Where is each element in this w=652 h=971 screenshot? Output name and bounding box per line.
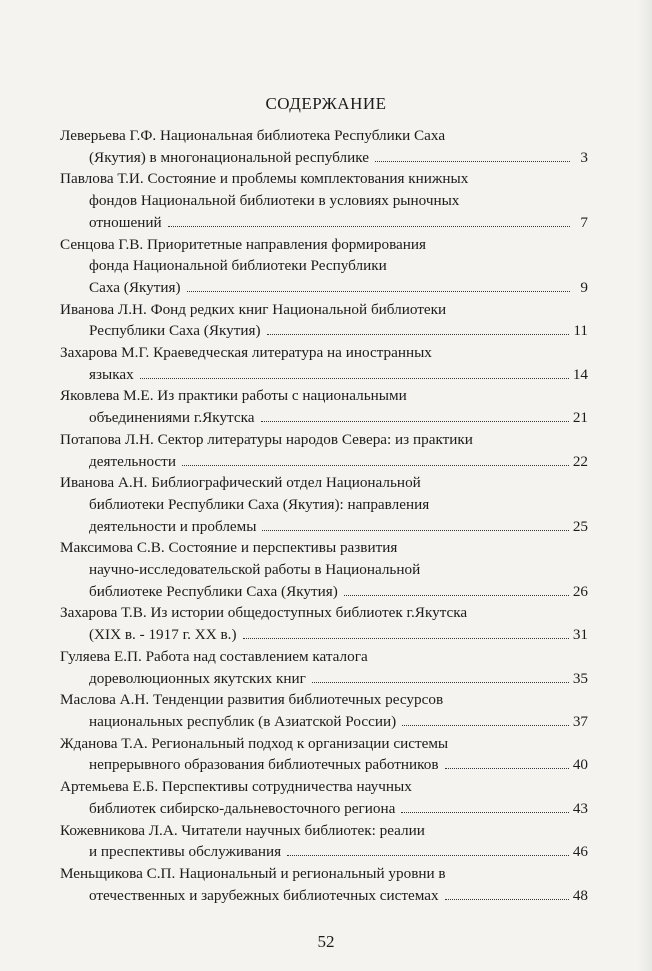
dot-leader (401, 812, 568, 813)
toc-entry-text: деятельности (89, 452, 176, 470)
toc-entry (60, 429, 588, 472)
page-title: СОДЕРЖАНИЕ (265, 94, 387, 113)
toc-entry-line (60, 537, 588, 559)
toc-entry-text: языках (89, 365, 134, 383)
toc-entry-page: 46 (572, 843, 588, 861)
toc-entry-page: 14 (572, 365, 588, 383)
toc-entry-line (60, 494, 588, 516)
toc-entry-text: (XIX в. - 1917 г. XX в.) (89, 626, 237, 644)
toc-entry-page: 26 (572, 582, 588, 600)
dot-leader (187, 291, 570, 292)
toc-entry-text: (Якутия) в многонациональной республике (89, 148, 369, 166)
toc-entry-page: 7 (580, 213, 588, 231)
toc-entry-text: фондов Национальной библиотеки в условиях рыночных (89, 192, 460, 210)
toc-entry-last-line (60, 711, 588, 733)
toc-entry-line (60, 234, 588, 256)
toc-entry (60, 299, 588, 342)
toc-entry (60, 342, 588, 385)
toc-entry-page: 31 (572, 626, 588, 644)
toc-entry (60, 776, 588, 819)
toc-entry-page: 25 (572, 517, 588, 535)
toc-entry (60, 820, 588, 863)
toc-entry-last-line (60, 147, 588, 169)
toc-entry-text: Иванова Л.Н. Фонд редких книг Национальной библиотеки (60, 300, 447, 318)
toc-entry-text: дореволюционных якутских книг (89, 669, 306, 687)
toc-entry-last-line (60, 516, 588, 538)
toc-entry-text: библиотеки Республики Саха (Якутия): направления (89, 495, 430, 513)
toc-entry-page: 11 (573, 322, 588, 340)
toc-entry-text: объединениями г.Якутска (89, 409, 255, 427)
toc-entry (60, 472, 588, 537)
toc-entry (60, 125, 588, 168)
toc-entry-last-line (60, 407, 588, 429)
toc-entry (60, 689, 588, 732)
toc-entry-text: фонда Национальной библиотеки Республики (89, 257, 387, 275)
toc-entry-text: научно-исследовательской работы в Национальной (89, 561, 421, 579)
toc-entry-page: 43 (572, 799, 588, 817)
toc-entry-text: Республики Саха (Якутия) (89, 322, 261, 340)
toc-entry-page: 37 (572, 712, 588, 730)
toc-entry-line (60, 190, 588, 212)
toc-entry-page: 21 (572, 409, 588, 427)
dot-leader (445, 899, 569, 900)
toc-entry-text: Саха (Якутия) (89, 278, 181, 296)
toc-entry-text: Иванова А.Н. Библиографический отдел Национальной (60, 474, 421, 492)
toc-entry-line (60, 559, 588, 581)
dot-leader (312, 682, 569, 683)
toc-entry-text: непрерывного образования библиотечных работников (89, 756, 439, 774)
toc-entry-line (60, 689, 588, 711)
dot-leader (375, 161, 570, 162)
toc-entry-text: национальных республик (в Азиатской России) (89, 712, 397, 730)
toc-entry-last-line (60, 212, 588, 234)
dot-leader (182, 465, 569, 466)
toc-entry-text: Меньщикова С.П. Национальный и региональный уровни в (60, 864, 446, 882)
toc-entry-last-line (60, 841, 588, 863)
toc-entry (60, 863, 588, 906)
toc-entry-text: деятельности и проблемы (89, 517, 257, 535)
toc-entry-line (60, 733, 588, 755)
toc-entry-text: библиотек сибирско-дальневосточного региона (89, 799, 396, 817)
toc-entry-last-line (60, 885, 588, 907)
toc-entry-line (60, 168, 588, 190)
toc-entry-text: Леверьева Г.Ф. Национальная библиотека Республики Саха (60, 127, 446, 144)
toc-entry-text: Жданова Т.А. Региональный подход к организации системы (60, 734, 449, 752)
dot-leader (445, 768, 569, 769)
toc-entry-text: Павлова Т.И. Состояние и проблемы комплектования книжных (60, 170, 469, 188)
toc-entry-text: Кожевникова Л.А. Читатели научных библиотек: реалии (60, 821, 425, 839)
toc-entry-last-line (60, 668, 588, 690)
toc-entry-line (60, 342, 588, 364)
toc-entry (60, 385, 588, 428)
toc-entry-text: Гуляева Е.П. Работа над составлением каталога (60, 647, 368, 665)
toc-entry-last-line (60, 451, 588, 473)
dot-leader (168, 226, 570, 227)
toc-entry (60, 602, 588, 645)
toc-entry (60, 537, 588, 602)
dot-leader (267, 334, 570, 335)
toc-entry-page: 22 (572, 452, 588, 470)
toc-entry-last-line (60, 754, 588, 776)
toc-entry-last-line (60, 581, 588, 603)
toc-entry-text: Яковлева М.Е. Из практики работы с национальными (60, 387, 407, 405)
toc-entry-line (60, 299, 588, 321)
dot-leader (287, 855, 569, 856)
toc-entry-line (60, 472, 588, 494)
page-edge-shadow (638, 0, 652, 971)
toc-entry-text: Захарова Т.В. Из истории общедоступных библиотек г.Якутска (60, 604, 468, 622)
dot-leader (140, 378, 569, 379)
toc-entry-text: Захарова М.Г. Краеведческая литература на иностранных (60, 344, 432, 362)
toc-entry-line (60, 255, 588, 277)
toc-entry-line (60, 646, 588, 668)
dot-leader (243, 638, 569, 639)
toc-entry-last-line (60, 320, 588, 342)
table-of-contents (60, 125, 588, 906)
toc-entry (60, 733, 588, 776)
toc-entry (60, 168, 588, 233)
toc-entry-page: 9 (580, 278, 588, 296)
dot-leader (262, 530, 568, 531)
dot-leader (402, 725, 569, 726)
toc-entry-text: отечественных и зарубежных библиотечных системах (89, 886, 439, 904)
toc-entry-last-line (60, 624, 588, 646)
toc-entry-line (60, 385, 588, 407)
toc-entry-line (60, 602, 588, 624)
toc-entry-last-line (60, 798, 588, 820)
toc-entry (60, 234, 588, 299)
toc-entry-text: Сенцова Г.В. Приоритетные направления формирования (60, 235, 427, 253)
toc-entry-page: 48 (572, 886, 588, 904)
toc-entry-page: 40 (572, 756, 588, 774)
toc-entry-line (60, 429, 588, 451)
toc-entry-last-line (60, 277, 588, 299)
toc-entry-text: отношений (89, 213, 162, 231)
toc-entry-last-line (60, 364, 588, 386)
toc-entry-line (60, 863, 588, 885)
toc-entry-text: Артемьева Е.Б. Перспективы сотрудничества научных (60, 778, 412, 796)
dot-leader (261, 421, 569, 422)
toc-entry-line (60, 820, 588, 842)
dot-leader (344, 595, 569, 596)
toc-entry (60, 646, 588, 689)
toc-entry-text: Маслова А.Н. Тенденции развития библиотечных ресурсов (60, 691, 444, 709)
toc-entry-text: Потапова Л.Н. Сектор литературы народов Севера: из практики (60, 430, 473, 448)
toc-entry-text: Максимова С.В. Состояние и перспективы развития (60, 539, 398, 557)
page-number: 52 (317, 932, 335, 951)
toc-entry-line (60, 125, 588, 147)
toc-entry-page: 3 (580, 148, 588, 166)
toc-entry-line (60, 776, 588, 798)
toc-entry-text: библиотеке Республики Саха (Якутия) (89, 582, 338, 600)
toc-entry-page: 35 (572, 669, 588, 687)
toc-entry-text: и преспективы обслуживания (89, 843, 282, 861)
